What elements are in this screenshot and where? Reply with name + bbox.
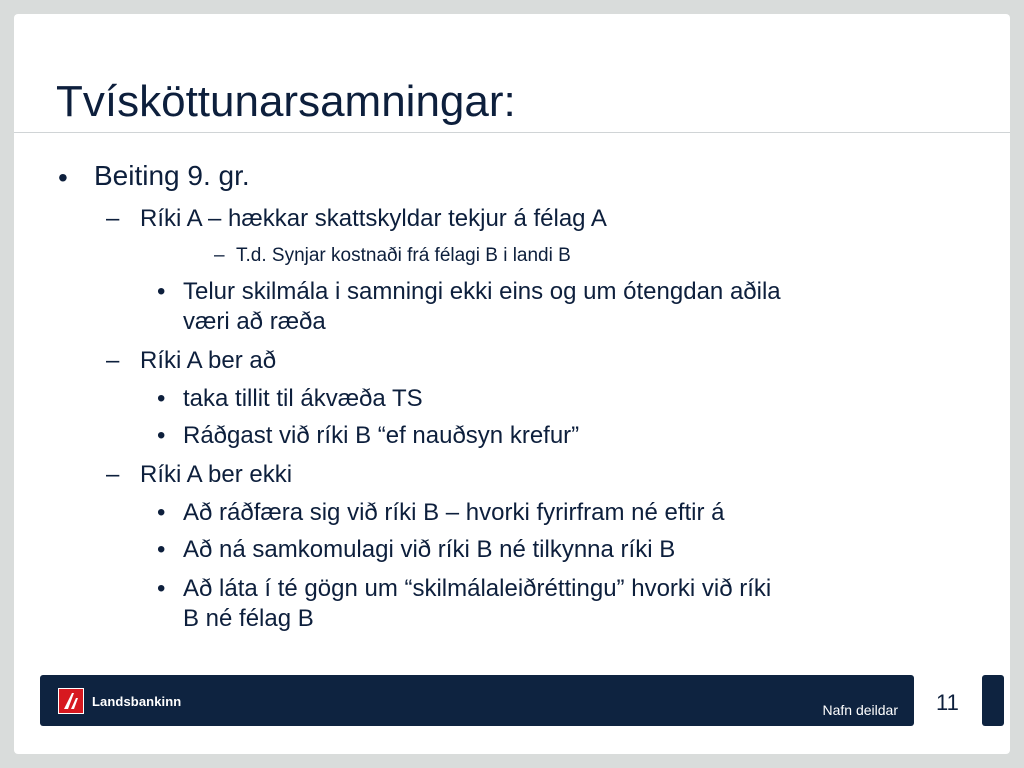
bullet-text: Að ná samkomulagi við ríki B né tilkynna ríki B — [183, 536, 676, 563]
bullet-text: Ríki A ber að — [140, 347, 277, 374]
bullet-marker: • — [58, 162, 68, 193]
page-tab — [982, 675, 1004, 726]
bullet-marker: • — [157, 278, 166, 305]
bullet-marker: • — [157, 499, 166, 526]
bullet-text: Telur skilmála i samningi ekki eins og um ótengdan aðila — [183, 278, 781, 305]
bullet-marker: – — [106, 347, 120, 374]
slide — [14, 14, 1010, 754]
bullet-text-continuation: væri að ræða — [183, 308, 326, 335]
bullet-text: Ráðgast við ríki B “ef nauðsyn krefur” — [183, 422, 580, 449]
department-name: Nafn deildar — [822, 702, 898, 718]
footer-bar — [40, 675, 914, 726]
bullet-text: Beiting 9. gr. — [94, 160, 250, 191]
bullet-marker: – — [106, 205, 120, 232]
landsbankinn-logo-icon — [58, 688, 84, 714]
bullet-marker: • — [157, 422, 166, 449]
bullet-text: Að ráðfæra sig við ríki B – hvorki fyrirfram né eftir á — [183, 499, 725, 526]
page-number: 11 — [936, 690, 959, 715]
bullet-marker: • — [157, 575, 166, 602]
bullet-text: taka tillit til ákvæða TS — [183, 385, 423, 412]
bullet-text: T.d. Synjar kostnaði frá félagi B i landi B — [236, 245, 571, 266]
bullet-marker: – — [214, 245, 225, 266]
bullet-text: Ríki A ber ekki — [140, 461, 293, 488]
bullet-text: Að láta í té gögn um “skilmálaleiðréttingu” hvorki við ríki — [183, 575, 772, 602]
landsbankinn-logo — [58, 687, 181, 715]
logo-text: Landsbankinn — [92, 693, 182, 709]
bullet-marker: • — [157, 385, 166, 412]
slide-content — [14, 14, 1010, 654]
slide-title: Tvísköttunarsamningar: — [56, 77, 516, 126]
bullet-text: Ríki A – hækkar skattskyldar tekjur á félag A — [140, 205, 607, 232]
bullet-text-continuation: B né félag B — [183, 605, 314, 632]
bullet-marker: • — [157, 536, 166, 563]
bullet-marker: – — [106, 461, 120, 488]
